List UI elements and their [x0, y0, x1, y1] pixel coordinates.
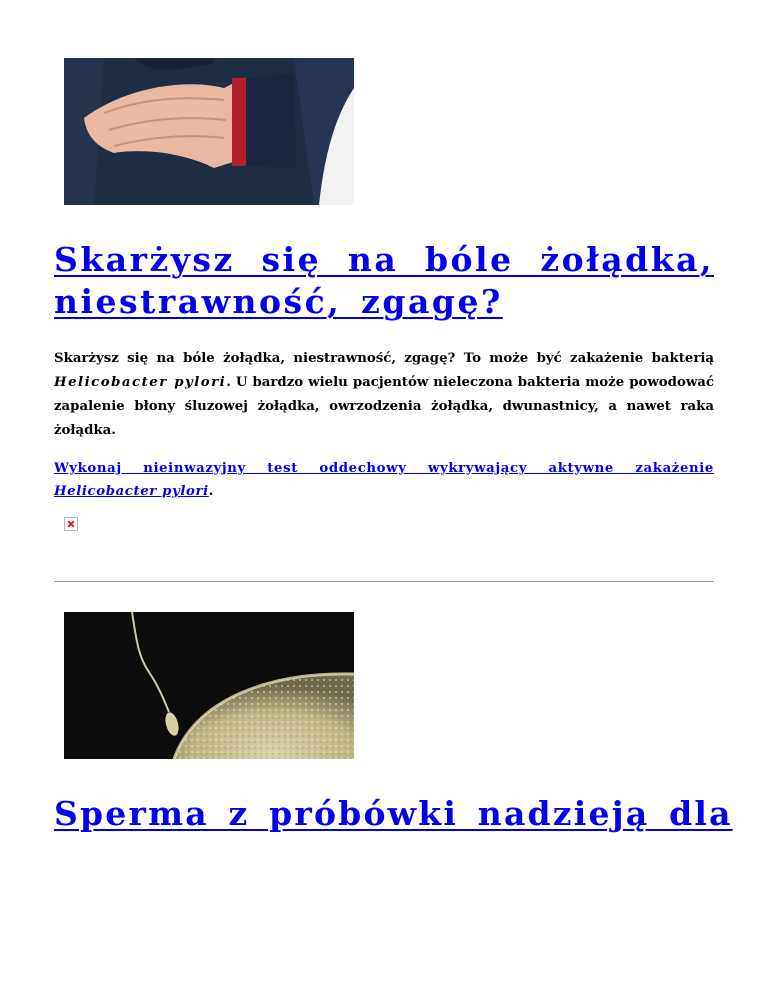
breath-test-link[interactable]	[54, 461, 714, 499]
stomach-photo	[64, 58, 354, 205]
breath-test-link-text: Wykonaj nieinwazyjny test oddechowy wykrywający aktywne zakażenie	[54, 461, 714, 476]
article-title-link-stomach[interactable]: Skarżysz się na bóle żołądka, niestrawność, zgagę?	[54, 240, 714, 321]
breath-test-suffix: .	[208, 484, 214, 499]
article-title-stomach	[54, 239, 714, 323]
breath-test-cta	[54, 457, 714, 503]
article-body-stomach	[54, 347, 714, 443]
page	[54, 0, 733, 835]
article-divider	[54, 581, 714, 582]
article-body-text-1: Skarżysz się na bóle żołądka, niestrawność, zgagę? To może być zakażenie bakterią	[54, 351, 714, 366]
article-body-text-2: . U bardzo wielu pacjentów nieleczona bakteria może powodować zapalenie błony śluzowej żołądka, owrzodzenia żołądka, dwunastnicy, a nawet raka żołądka.	[54, 375, 714, 438]
article-image-sperm	[64, 612, 354, 759]
broken-image-icon	[64, 517, 78, 531]
article-title-link-sperm[interactable]: Sperma z próbówki nadzieją dla	[54, 794, 733, 833]
article-image-stomach	[64, 58, 354, 205]
article-title-sperm	[54, 793, 733, 835]
sperm-photo	[64, 612, 354, 759]
article-body-bacteria-name: Helicobacter pylori	[54, 375, 227, 390]
breath-test-link-bacteria: Helicobacter pylori	[54, 484, 209, 499]
